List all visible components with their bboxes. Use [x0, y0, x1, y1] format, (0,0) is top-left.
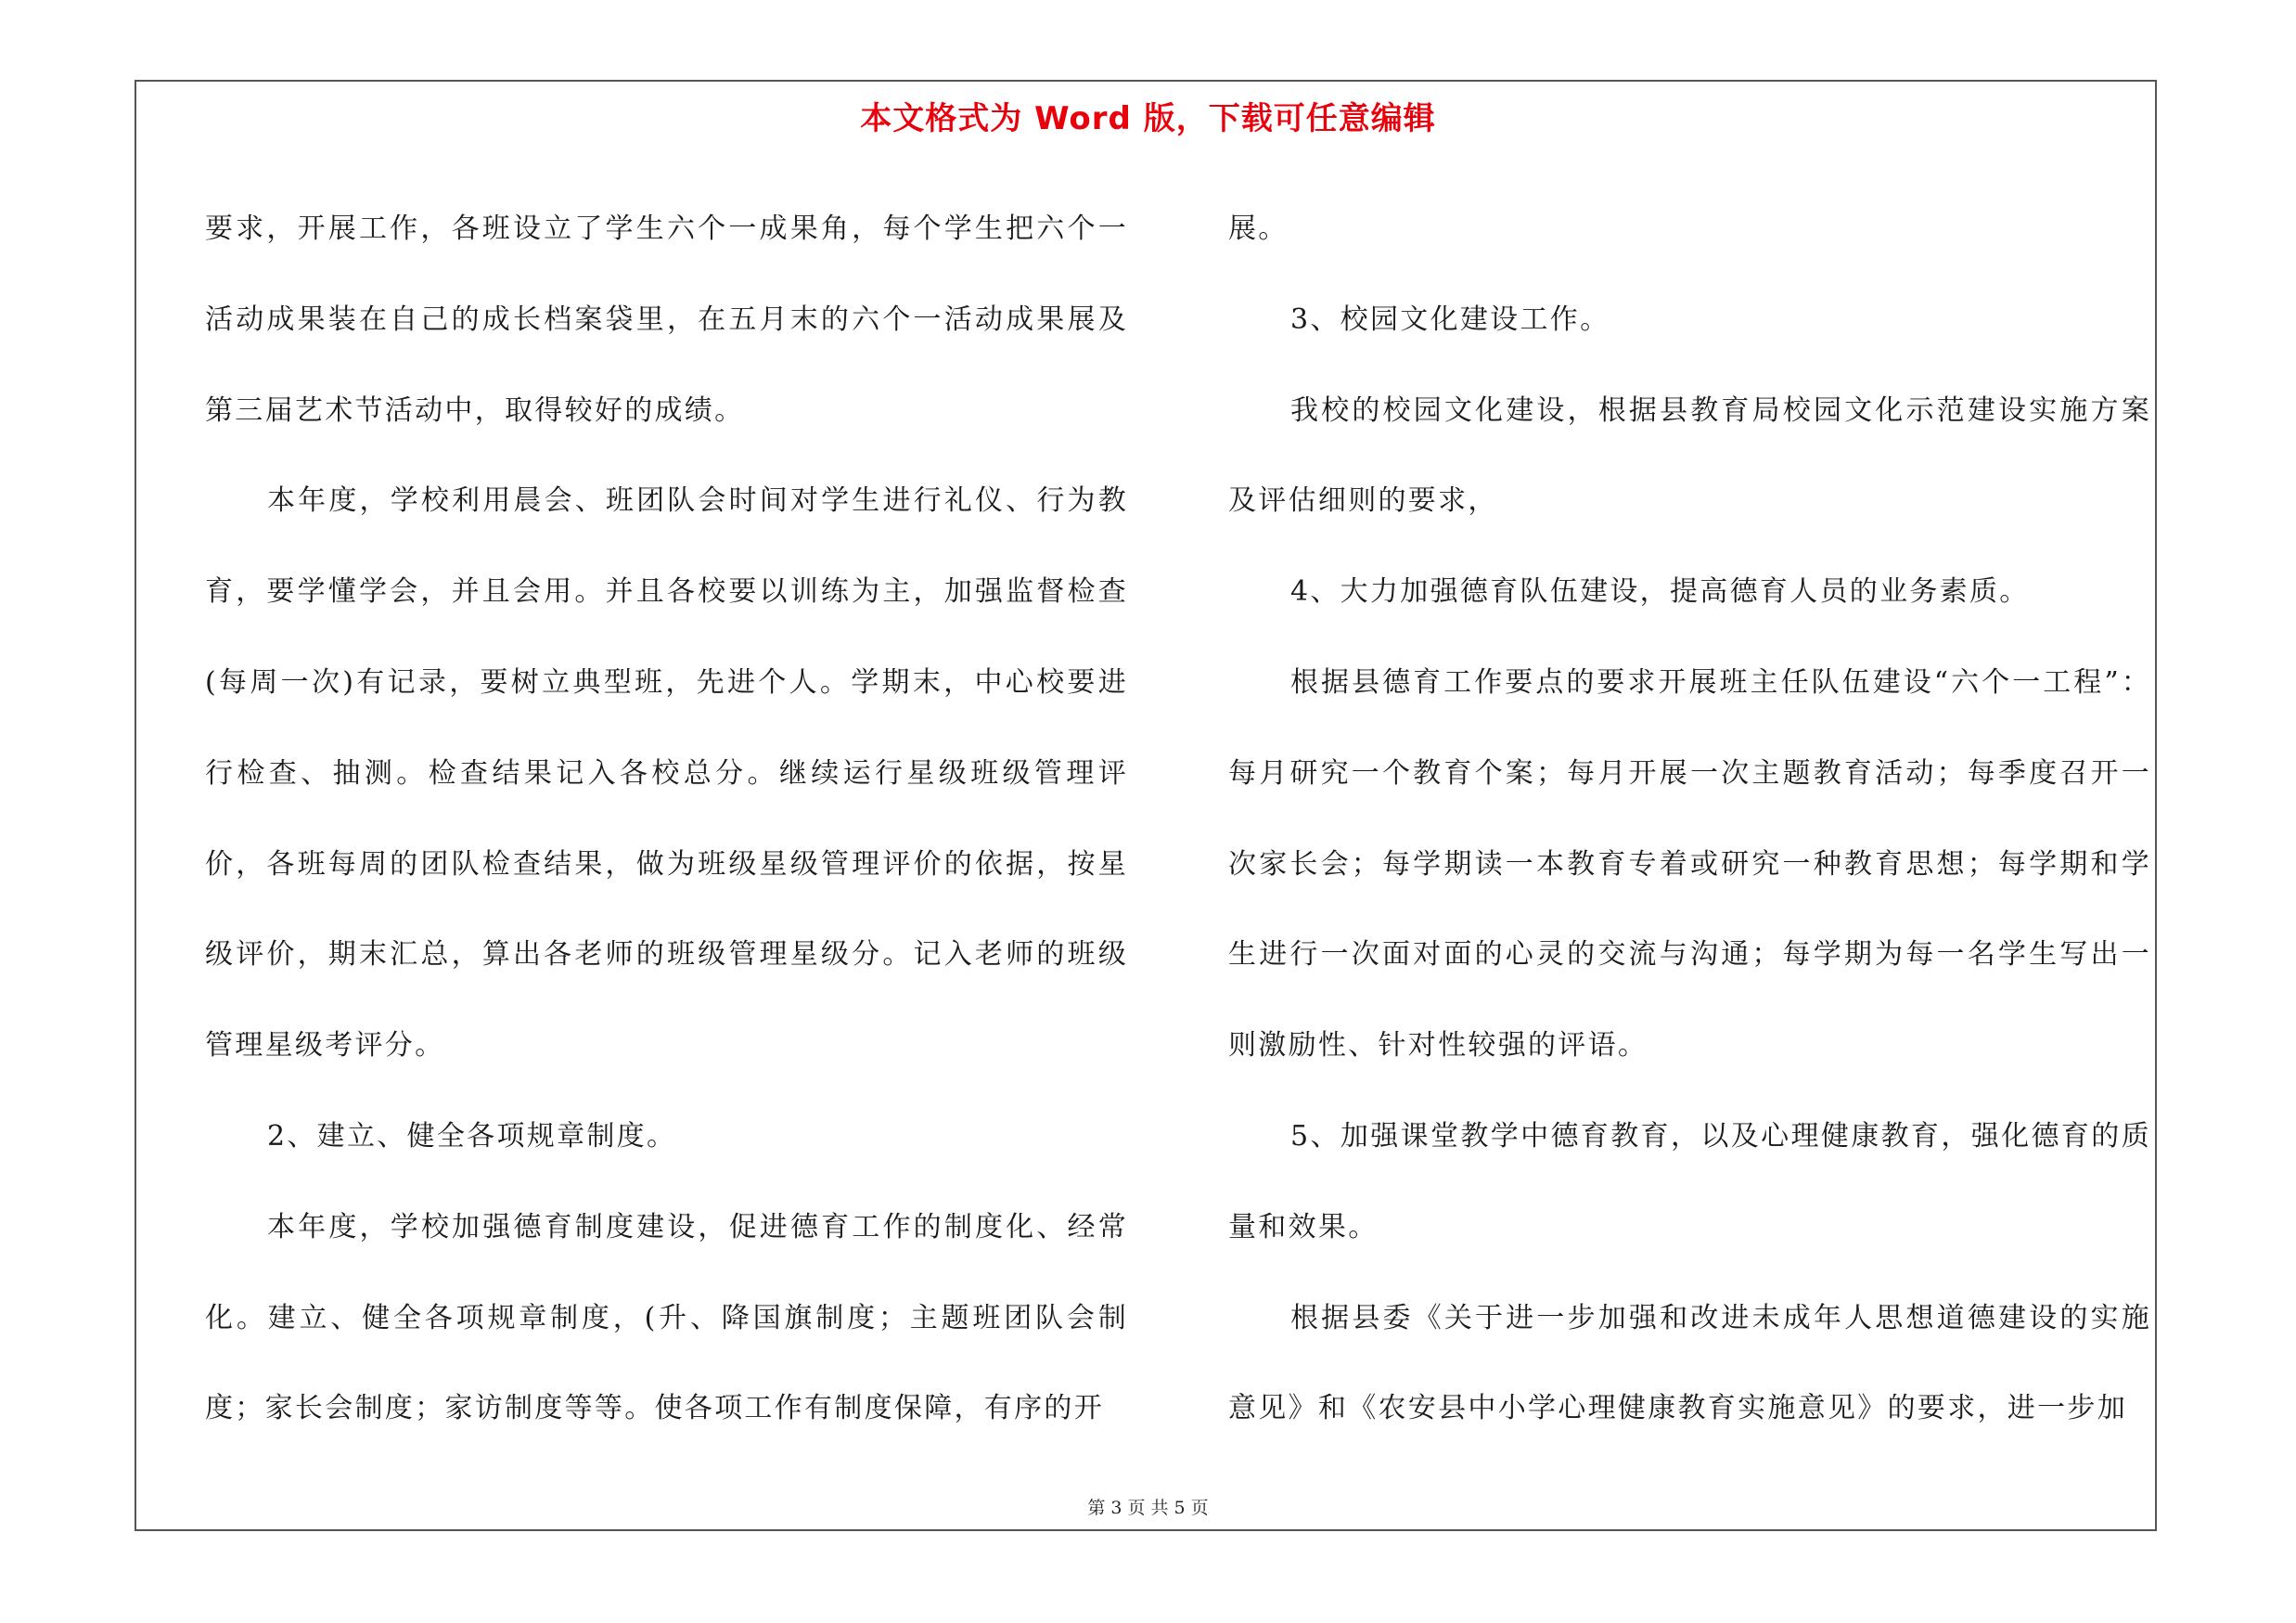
- paragraph: 根据县德育工作要点的要求开展班主任队伍建设“六个一工程”：每月研究一个教育个案；每月开展一次主题教育活动；每季度召开一次家长会；每学期读一本教育专着或研究一种教育思想；每学期和学生进行一次面对面的心灵的交流与沟通；每学期为每一名学生写出一则激励性、针对性较强的评语。: [1228, 665, 2151, 1063]
- paragraph: 本年度，学校加强德育制度建设，促进德育工作的制度化、经常化。建立、健全各项规章制度，(升、降国旗制度；主题班团队会制度；家长会制度；家访制度等等。使各项工作有制度保障，有序的开: [205, 1210, 1128, 1425]
- paragraph: 要求，开展工作，各班设立了学生六个一成果角，每个学生把六个一活动成果装在自己的成长档案袋里，在五月末的六个一活动成果展及第三届艺术节活动中，取得较好的成绩。: [205, 213, 1128, 427]
- section-heading: 4、大力加强德育队伍建设，提高德育人员的业务素质。: [1290, 575, 2030, 609]
- right-column: [1228, 184, 2151, 1454]
- paragraph: 我校的校园文化建设，根据县教育局校园文化示范建设实施方案及评估细则的要求，: [1228, 393, 2151, 518]
- left-column: [205, 184, 1128, 1454]
- section-heading: 2、建立、健全各项规章制度。: [267, 1119, 677, 1153]
- section-heading: 5、加强课堂教学中德育教育，以及心理健康教育，强化德育的质量和效果。: [1228, 1119, 2151, 1243]
- format-banner: 本文格式为 Word 版，下载可任意编辑: [860, 100, 1436, 137]
- paragraph: 本年度，学校利用晨会、班团队会时间对学生进行礼仪、行为教育，要学懂学会，并且会用。并且各校要以训练为主，加强监督检查(每周一次)有记录，要树立典型班，先进个人。学期末，中心校要进行检查、抽测。检查结果记入各校总分。继续运行星级班级管理评价，各班每周的团队检查结果，做为班级星级管理评价的依据，按星级评价，期末汇总，算出各老师的班级管理星级分。记入老师的班级管理星级考评分。: [205, 484, 1128, 1063]
- paragraph: 展。: [1228, 213, 1289, 245]
- page-number: 第 3 页 共 5 页: [1087, 1498, 1209, 1518]
- paragraph: 根据县委《关于进一步加强和改进未成年人思想道德建设的实施意见》和《农安县中小学心理健康教育实施意见》的要求，进一步加: [1228, 1301, 2151, 1425]
- section-heading: 3、校园文化建设工作。: [1290, 303, 1610, 336]
